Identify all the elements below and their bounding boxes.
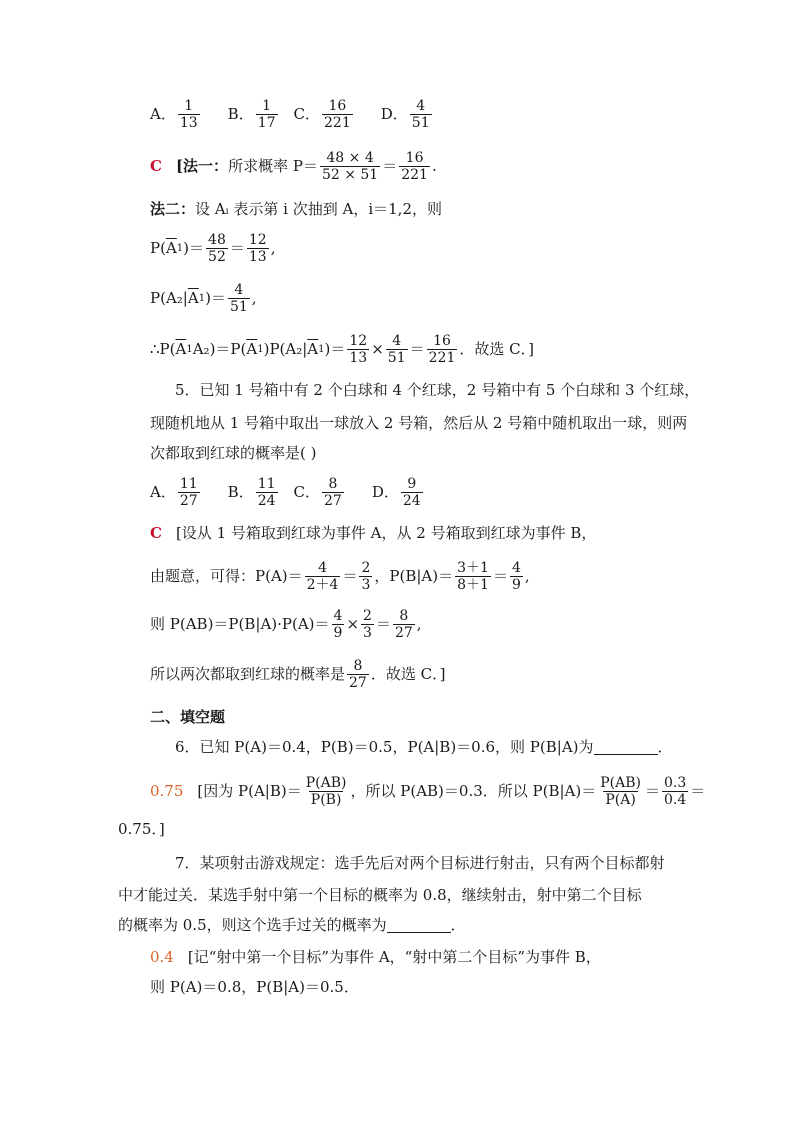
method1-fraction-2: $\frac{16}{221}$ — [401, 150, 428, 183]
step3-fraction-1: $\frac{12}{13}$ — [349, 333, 368, 366]
method1-label: [法一： — [175, 157, 229, 175]
step1-fraction-1: $\frac{48}{52}$ — [208, 232, 226, 265]
method1-fraction-1: $\frac{48 \times 4}{52 \times 51}$ — [321, 150, 379, 183]
q5-solution-1: C [设从 1 号箱取到红球为事件 A，从 2 号箱取到红球为事件 B， — [150, 524, 597, 542]
option-a-label: A． — [150, 105, 176, 123]
q5-question-line-2: 现随机地从 1 号箱中取出一球放入 2 号箱，然后从 2 号箱中随机取出一球，则两 — [150, 414, 688, 432]
q5-question-line-1: 5．已知 1 号箱中有 2 个白球和 4 个红球，2 号箱中有 5 个白球和 3 个红球， — [175, 381, 700, 399]
step2-fraction: $\frac{4}{51}$ — [229, 282, 248, 315]
step1-fraction-2: $\frac{12}{13}$ — [248, 232, 267, 265]
option-d-label: D． — [380, 105, 408, 123]
s2-fraction-3: $\frac{3+1}{8+1}$ — [457, 560, 489, 593]
option-a-fraction: $\frac{11}{27}$ — [179, 476, 198, 509]
q4-options — [150, 98, 434, 131]
step3-fraction-3: $\frac{16}{221}$ — [428, 333, 456, 366]
option-c-label: C． — [293, 483, 321, 501]
q4-answer: C — [150, 157, 162, 175]
method1-text: 所求概率 P＝ — [228, 157, 318, 175]
q4-method2 — [150, 202, 442, 217]
answer-blank — [387, 918, 451, 933]
s2-fraction-2: $\frac{2}{3}$ — [361, 560, 371, 593]
q6-fraction-3: $\frac{0.3}{0.4}$ — [664, 775, 687, 808]
q7-question-line-1: 7．某项射击游戏规定：选手先后对两个目标进行射击，只有两个目标都射 — [175, 854, 665, 872]
option-d-fraction: $\frac{4}{51}$ — [411, 98, 430, 131]
option-d-label: D． — [371, 483, 399, 501]
s2-fraction-4: $\frac{4}{9}$ — [511, 560, 521, 593]
q7-solution-1: 0.4 [记“射中第一个目标”为事件 A，“射中第二个目标”为事件 B， — [150, 948, 601, 966]
option-a-label: A． — [150, 483, 176, 501]
option-b-label: B． — [227, 105, 254, 123]
option-b-fraction: $\frac{11}{24}$ — [257, 476, 276, 509]
q5-options — [150, 476, 425, 509]
method2-text: 设 Aᵢ 表示第 i 次抽到 A，i＝1,2，则 — [195, 200, 442, 218]
s4-fraction: $\frac{8}{27}$ — [349, 658, 367, 691]
q6-fraction-1: $\frac{P(AB)}{P(B)}$ — [305, 775, 347, 808]
q4-step-3: ∴P( $\overline{A}$ 1 A₂)＝P( $\overline{A}$ 1 )P(A₂| $\overline{A}$ 1 )＝ $\frac{12}{13}$ × $\frac{4}{51}$ ＝ $\frac{16}{221}$ ．故选 C．] — [150, 333, 534, 366]
q6-solution: 0.75 [因为 P(A|B)＝ $\frac{P(AB)}{P(B)}$ ，所以 P(AB)＝0.3．所以 P(B|A)＝ $\frac{P(AB)}{P(A)}$ ＝ $\frac{0.3}{0.4}$ ＝ — [150, 775, 706, 808]
s3-fraction-3: $\frac{8}{27}$ — [394, 608, 413, 641]
q4-step-2: P(A₂| $\overline{A}$ 1 )＝ $\frac{4}{51}$ , — [150, 282, 257, 315]
q7-solution-2: 则 P(A)＝0.8，P(B|A)＝0.5． — [150, 978, 359, 996]
q4-method1: C [法一： 所求概率 P＝ $\frac{48 \times 4}{52 \times 51}$ ＝ $\frac{16}{221}$ . — [150, 150, 437, 183]
section-title: 二、填空题 — [150, 708, 226, 726]
q7-question-line-2: 中才能过关．某选手射中第一个目标的概率为 0.8，继续射击，射中第二个目标 — [118, 886, 642, 904]
s3-fraction-1: $\frac{4}{9}$ — [333, 608, 343, 641]
q6-answer: 0.75 — [150, 782, 184, 800]
q7-question-line-3: 的概率为 0.5，则这个选手过关的概率为 ． — [118, 916, 466, 934]
q4-step-1: P( $\overline{A}$ 1 )＝ $\frac{48}{52}$ ＝ $\frac{12}{13}$ , — [150, 232, 276, 265]
option-c-label: C． — [293, 105, 321, 123]
step3-fraction-2: $\frac{4}{51}$ — [387, 333, 406, 366]
q6-question: 6．已知 P(A)＝0.4，P(B)＝0.5，P(A|B)＝0.6，则 P(B|A)为 ． — [175, 738, 673, 756]
s3-fraction-2: $\frac{2}{3}$ — [363, 608, 372, 641]
s2-fraction-1: $\frac{4}{2+4}$ — [306, 560, 339, 593]
option-c-fraction: $\frac{16}{221}$ — [324, 98, 351, 131]
q7-answer: 0.4 — [150, 948, 174, 966]
q5-solution-4: 所以两次都取到红球的概率是 $\frac{8}{27}$ ．故选 C．] — [150, 658, 446, 691]
q6-fraction-2: $\frac{P(AB)}{P(A)}$ — [600, 775, 641, 808]
option-c-fraction: $\frac{8}{27}$ — [324, 476, 342, 509]
q6-solution-cont: 0.75．] — [118, 820, 165, 838]
option-b-fraction: $\frac{1}{17}$ — [257, 98, 276, 131]
option-d-fraction: $\frac{9}{24}$ — [402, 476, 421, 509]
q5-answer: C — [150, 524, 162, 542]
q5-solution-2: 由题意，可得：P(A)＝ $\frac{4}{2+4}$ ＝ $\frac{2}{3}$ ，P(B|A)＝ $\frac{3+1}{8+1}$ ＝ $\frac{4}{9}$ , — [150, 560, 530, 593]
q5-solution-3: 则 P(AB)＝P(B|A)·P(A)＝ $\frac{4}{9}$ × $\frac{2}{3}$ ＝ $\frac{8}{27}$ , — [150, 608, 422, 641]
option-b-label: B． — [227, 483, 254, 501]
method2-label: 法二： — [150, 200, 196, 218]
answer-blank — [594, 740, 658, 755]
option-a-fraction: $\frac{1}{13}$ — [179, 98, 198, 131]
q5-question-line-3: 次都取到红球的概率是( ) — [150, 444, 317, 462]
